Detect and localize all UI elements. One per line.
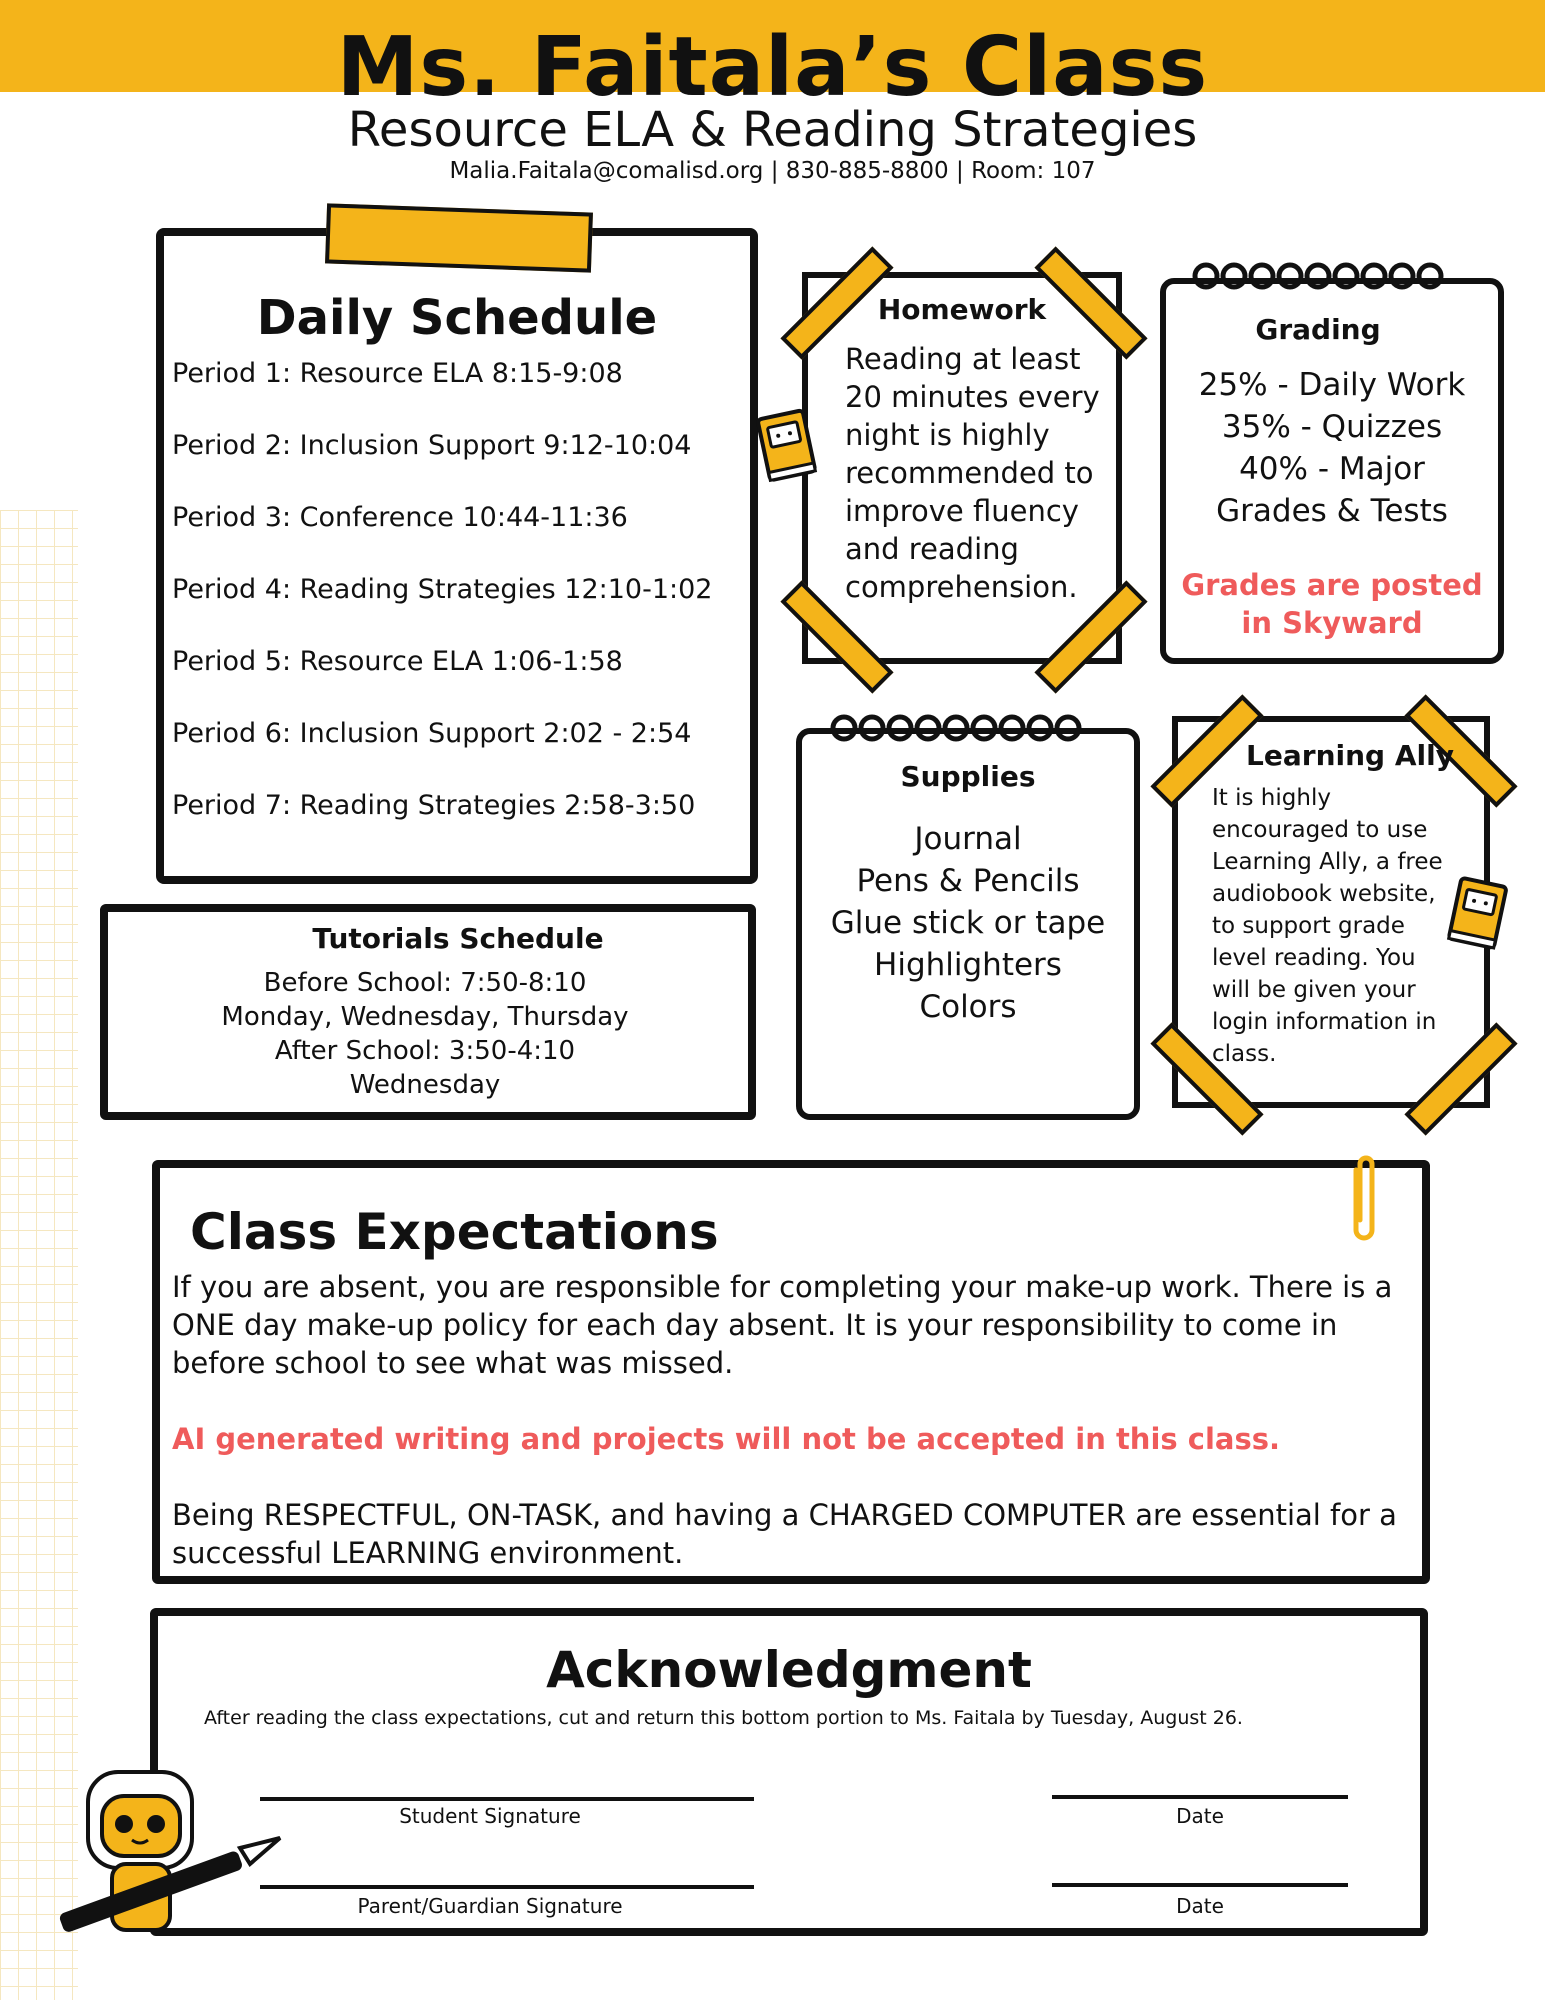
learning-ally-line: to support grade <box>1212 913 1405 939</box>
period-list <box>172 358 752 862</box>
grading-note-line: Grades are posted <box>1181 568 1483 602</box>
daily-schedule-heading: Daily Schedule <box>256 290 658 346</box>
parent-signature-line[interactable] <box>260 1885 754 1889</box>
grading-note-line: in Skyward <box>1241 606 1423 640</box>
grading-heading: Grading <box>1255 313 1381 346</box>
learning-ally-line: encouraged to use <box>1212 817 1428 843</box>
parent-signature-label: Parent/Guardian Signature <box>357 1894 623 1918</box>
date-line-2[interactable] <box>1052 1883 1348 1887</box>
student-signature-label: Student Signature <box>399 1804 581 1828</box>
learning-ally-line: class. <box>1212 1041 1277 1067</box>
expectations-line: Being RESPECTFUL, ON-TASK, and having a CHARGED COMPUTER are essential for a <box>172 1498 1397 1532</box>
acknowledgment-heading: Acknowledgment <box>546 1641 1032 1699</box>
tutorials-line: Wednesday <box>349 1070 501 1100</box>
grading-line: 40% - Major <box>1239 451 1425 487</box>
homework-heading: Homework <box>877 293 1047 326</box>
grading-line: 25% - Daily Work <box>1198 367 1466 403</box>
tutorials-line: Monday, Wednesday, Thursday <box>221 1002 629 1032</box>
learning-ally-line: It is highly <box>1212 785 1331 811</box>
homework-line: 20 minutes every <box>845 380 1100 414</box>
learning-ally-line: login information in <box>1212 1009 1437 1035</box>
homework-line: Reading at least <box>845 342 1081 376</box>
homework-line: improve fluency <box>845 494 1079 528</box>
supplies-item: Journal <box>914 821 1022 857</box>
homework-text <box>845 340 1115 606</box>
grading-note <box>1160 566 1504 642</box>
spiral-binding <box>828 708 1108 748</box>
learning-ally-heading: Learning Ally <box>1246 739 1454 772</box>
supplies-list <box>796 818 1140 1028</box>
robot-mascot-icon <box>50 1760 300 1940</box>
learning-ally-line: level reading. You <box>1212 945 1416 971</box>
period-item: Period 6: Inclusion Support 2:02 - 2:54 <box>172 718 692 749</box>
expectations-line: successful LEARNING environment. <box>172 1536 684 1570</box>
period-item: Period 5: Resource ELA 1:06-1:58 <box>172 646 623 677</box>
book-icon <box>1446 874 1510 958</box>
period-item: Period 4: Reading Strategies 12:10-1:02 <box>172 574 713 605</box>
grading-line: 35% - Quizzes <box>1221 409 1443 445</box>
tutorials-heading: Tutorials Schedule <box>312 922 604 955</box>
date-line-1[interactable] <box>1052 1795 1348 1799</box>
expectations-paragraph-1 <box>172 1268 1422 1382</box>
period-item: Period 1: Resource ELA 8:15-9:08 <box>172 358 623 389</box>
tutorials-line: After School: 3:50-4:10 <box>274 1036 576 1066</box>
ai-warning: AI generated writing and projects will not be accepted in this class. <box>172 1422 1280 1456</box>
homework-line: night is highly <box>845 418 1050 452</box>
learning-ally-line: audiobook website, <box>1212 881 1436 907</box>
supplies-item: Glue stick or tape <box>830 905 1106 941</box>
period-item: Period 7: Reading Strategies 2:58-3:50 <box>172 790 696 821</box>
expectations-line: ONE day make-up policy for each day absent. It is your responsibility to come in <box>172 1308 1338 1342</box>
supplies-item: Pens & Pencils <box>856 863 1080 899</box>
grading-lines <box>1160 364 1504 532</box>
period-item: Period 2: Inclusion Support 9:12-10:04 <box>172 430 692 461</box>
supplies-item: Colors <box>919 989 1017 1025</box>
paperclip-icon <box>1346 1150 1382 1250</box>
tape-decoration <box>325 203 593 272</box>
period-item: Period 3: Conference 10:44-11:36 <box>172 502 628 533</box>
expectations-line: before school to see what was missed. <box>172 1346 734 1380</box>
tutorials-lines <box>100 966 750 1102</box>
grading-line: Grades & Tests <box>1216 493 1448 529</box>
tutorials-line: Before School: 7:50-8:10 <box>263 968 587 998</box>
date-label-2: Date <box>1176 1894 1224 1918</box>
student-signature-line[interactable] <box>260 1797 754 1801</box>
homework-line: and reading <box>845 532 1019 566</box>
learning-ally-text <box>1212 782 1462 1070</box>
acknowledgment-instructions: After reading the class expectations, cut and return this bottom portion to Ms. Faitala by Tuesday, August 26. <box>204 1707 1243 1729</box>
homework-line: recommended to <box>845 456 1094 490</box>
expectations-line: If you are absent, you are responsible for completing your make-up work. There is a <box>172 1270 1393 1304</box>
spiral-binding <box>1190 256 1470 296</box>
expectations-heading: Class Expectations <box>190 1203 719 1261</box>
expectations-paragraph-2 <box>172 1496 1422 1572</box>
supplies-item: Highlighters <box>874 947 1062 983</box>
learning-ally-line: will be given your <box>1212 977 1416 1003</box>
learning-ally-line: Learning Ally, a free <box>1212 849 1443 875</box>
homework-line: comprehension. <box>845 570 1078 604</box>
page-title: Ms. Faitala’s Class <box>336 20 1209 115</box>
book-icon <box>756 406 820 490</box>
supplies-heading: Supplies <box>900 760 1036 793</box>
page-subtitle: Resource ELA & Reading Strategies <box>347 102 1198 158</box>
date-label-1: Date <box>1176 1804 1224 1828</box>
contact-info: Malia.Faitala@comalisd.org | 830-885-8800 | Room: 107 <box>449 158 1096 184</box>
